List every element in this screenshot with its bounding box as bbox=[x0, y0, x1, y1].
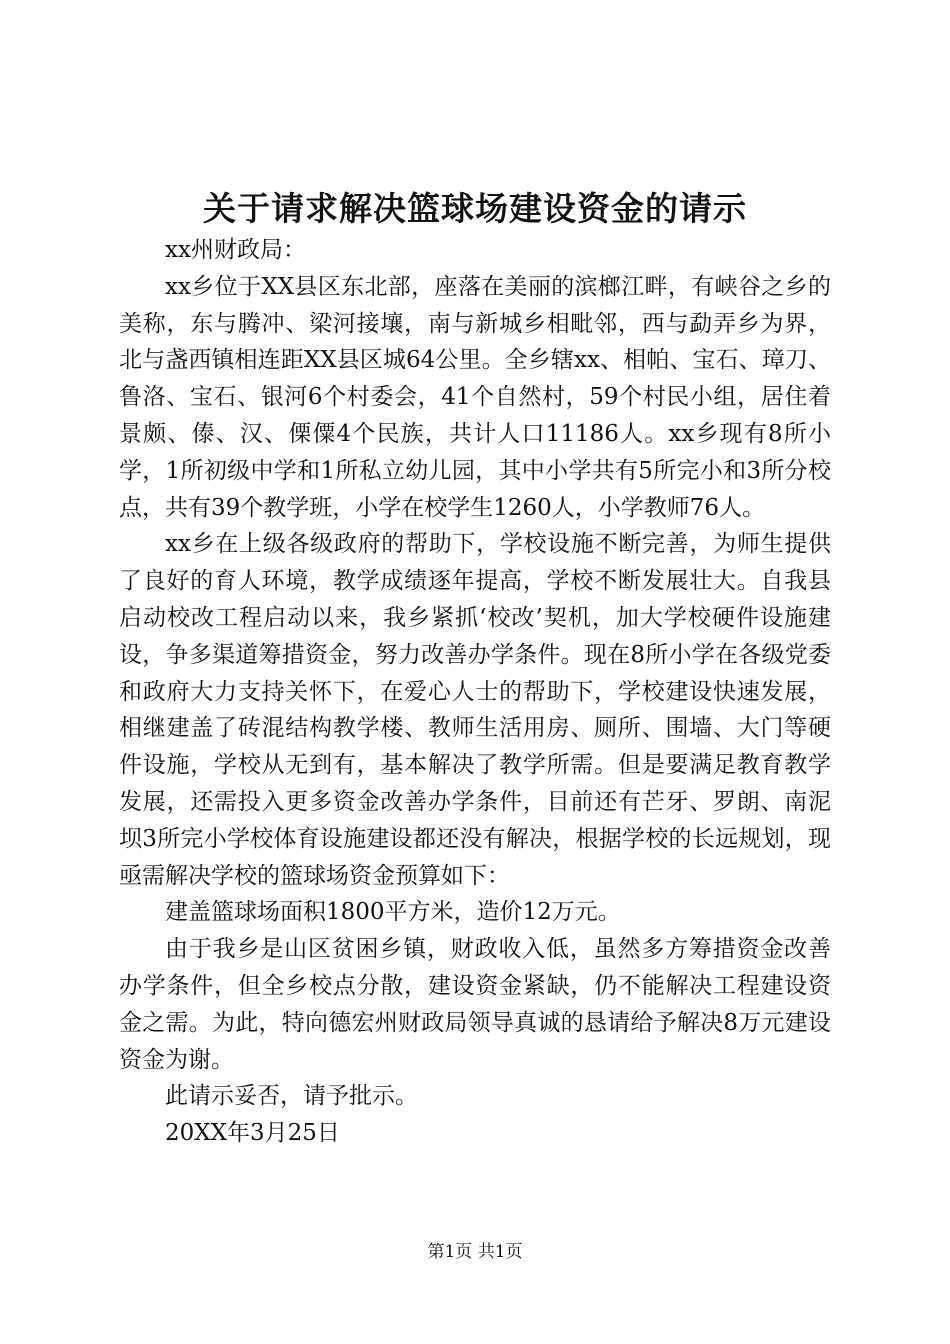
paragraph-overview: xx乡位于XX县区东北部，座落在美丽的滨榔江畔，有峡谷之乡的美称，东与腾冲、梁河接壤，南与新城乡相毗邻，西与勐弄乡为界，北与盏西镇相连距XX县区城64公里。全乡辖xx、相帕、宝石、璋刀、鲁洛、宝石、银河6个村委会，41个自然村，59个村民小组，居住着景颇、傣、汉、傈僳4个民族，共计人口11186人。xx乡现有8所小学，1所初级中学和1所私立幼儿园，其中小学共有5所完小和3所分校点，共有39个教学班，小学在校学生1260人，小学教师76人。 bbox=[119, 273, 831, 521]
paragraph-request: 由于我乡是山区贫困乡镇，财政收入低，虽然多方筹措资金改善办学条件，但全乡校点分散，建设资金紧缺，仍不能解决工程建设资金之需。为此，特向德宏州财政局领导真诚的恳请给予解决8万元建设资金为谢。 bbox=[119, 936, 831, 1073]
paragraph-development: xx乡在上级各级政府的帮助下，学校设施不断完善，为师生提供了良好的育人环境，教学成绩逐年提高，学校不断发展壮大。自我县启动校改工程启动以来，我乡紧抓‘校改’契机，加大学校硬件设施建设，争多渠道筹措资金，努力改善办学条件。现在8所小学在各级党委和政府大力支持关怀下，在爱心人士的帮助下，学校建设快速发展，相继建盖了砖混结构教学楼、教师生活用房、厕所、围墙、大门等硬件设施，学校从无到有，基本解决了教学所需。但是要满足教育教学发展，还需投入更多资金改善办学条件，目前还有芒牙、罗朗、南泥坝3所完小学校体育设施建设都还没有解决，根据学校的长远规划，现亟需解决学校的篮球场资金预算如下： bbox=[119, 531, 831, 889]
document-body bbox=[119, 232, 831, 1152]
closing-line: 此请示妥否，请予批示。 bbox=[165, 1083, 418, 1110]
page-footer: 第1页 共1页 bbox=[427, 1242, 523, 1262]
salutation: xx州财政局： bbox=[165, 237, 306, 263]
document-date: 20XX年3月25日 bbox=[165, 1120, 340, 1147]
document-title: 关于请求解决篮球场建设资金的请示 bbox=[203, 189, 747, 228]
paragraph-budget: 建盖篮球场面积1800平方米，造价12万元。 bbox=[165, 899, 621, 926]
